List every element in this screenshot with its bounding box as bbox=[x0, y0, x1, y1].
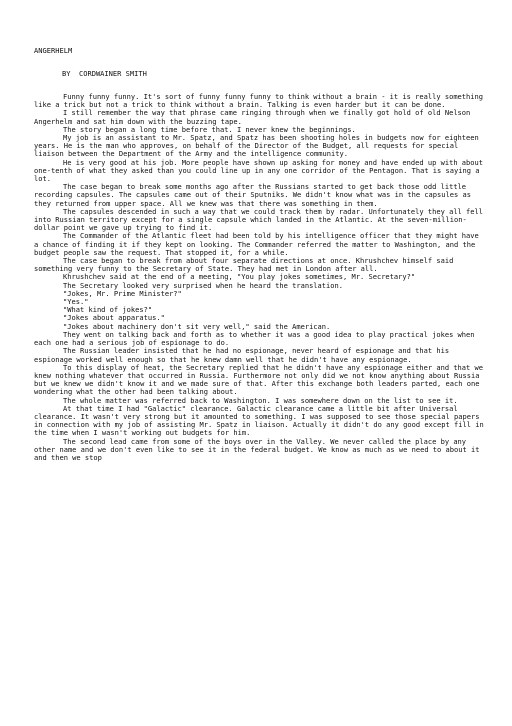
body-paragraph: "Jokes about machinery don't sit very well," said the American. bbox=[63, 321, 331, 331]
body-paragraph: The capsules descended in such a way that we could track them by radar. Unfortunately they all fell into Russian territory except for a single capsule which landed in the Atlantic. At the seven-million-dollar point we gave up trying to find it. bbox=[34, 206, 484, 233]
body-paragraph: "Yes." bbox=[63, 297, 89, 307]
story-body bbox=[34, 93, 484, 462]
body-paragraph: The story began a long time before that. I never knew the beginnings. bbox=[63, 124, 356, 134]
body-paragraph: They went on talking back and forth as to whether it was a good idea to play practical jokes when each one had a serious job of espionage to do. bbox=[34, 329, 475, 348]
body-paragraph: My job is an assistant to Mr. Spatz, and Spatz has been shooting holes in budgets now for eighteen years. He is the man who approves, on behalf of the Director of the Budget, all requests for special liaison between the Department of the Army and the intelligence community. bbox=[34, 133, 479, 159]
body-paragraph: Khrushchev said at the end of a meeting, "You play jokes sometimes, Mr. Secretary?" bbox=[63, 272, 416, 282]
body-paragraph: I still remember the way that phrase came ringing through when we finally got hold of old Nelson Angerhelm and sat him down with the buzzing tape. bbox=[34, 108, 471, 126]
body-paragraph: The case began to break some months ago after the Russians started to get back those odd little recording capsules. The capsules came out of their Sputniks. We didn't know what was in the capsules as they returned from upper space. All we knew was that there was something in them. bbox=[34, 182, 471, 208]
body-paragraph: The second lead came from some of the boys over in the Valley. We never called the place by any other name and we don't even like to see it in the federal budget. We know as much as we need to about it and then we stop bbox=[34, 436, 480, 462]
body-paragraph: The Commander of the Atlantic fleet had been told by his intelligence officer that they might have a chance of finding it if they kept on looking. The Commander referred the matter to Washington, and the budget people saw the request. That stopped it, for a while. bbox=[34, 231, 479, 257]
body-paragraph: To this display of heat, the Secretary replied that he didn't have any espionage either and that we knew nothing whatever that occurred in Russia. Furthermore not only did we not know anything about Russia but we knew we didn't know it and we made sure of that. After this exchange both leaders parted, each one wondering what the other had been talking about. bbox=[34, 362, 484, 397]
body-paragraph: The case began to break from about four separate directions at once. Khrushchev himself said something very funny to the Secretary of State. They had met in London after all. bbox=[34, 256, 454, 274]
body-paragraph: He is very good at his job. More people have shown up asking for money and have ended up with about one-tenth of what they asked than you could line up in any one corridor of the Pentagon. That is saying a lot. bbox=[34, 157, 484, 184]
body-paragraph: The whole matter was referred back to Washington. I was somewhere down on the list to see it. bbox=[63, 395, 458, 405]
body-paragraph: The Secretary looked very surprised when he heard the translation. bbox=[63, 280, 344, 290]
body-paragraph: The Russian leader insisted that he had no espionage, never heard of espionage and that his espionage worked well enough so that he knew damn well that he didn't have any espionage. bbox=[34, 346, 450, 364]
body-paragraph: At that time I had "Galactic" clearance. Galactic clearance came a little bit after Universal clearance. It wasn't very strong but it amounted to something. I was supposed to see those special papers in connection with my job of assisting Mr. Spatz in liaison. Actually it didn't do any good except fill in the time when I wasn't working out budgets for him. bbox=[34, 403, 484, 438]
body-paragraph: Funny funny funny. It's sort of funny funny funny to think without a brain - it is really something like a trick but not a trick to think without a brain. Talking is even harder but it can be done. bbox=[34, 92, 484, 110]
body-paragraph: "Jokes, Mr. Prime Minister?" bbox=[63, 288, 182, 298]
body-paragraph: "What kind of jokes?" bbox=[63, 305, 153, 315]
author-byline: BY CORDWAINER SMITH bbox=[62, 69, 147, 78]
story-title: ANGERHELM bbox=[34, 46, 73, 55]
body-paragraph: "Jokes about apparatus." bbox=[63, 313, 165, 323]
